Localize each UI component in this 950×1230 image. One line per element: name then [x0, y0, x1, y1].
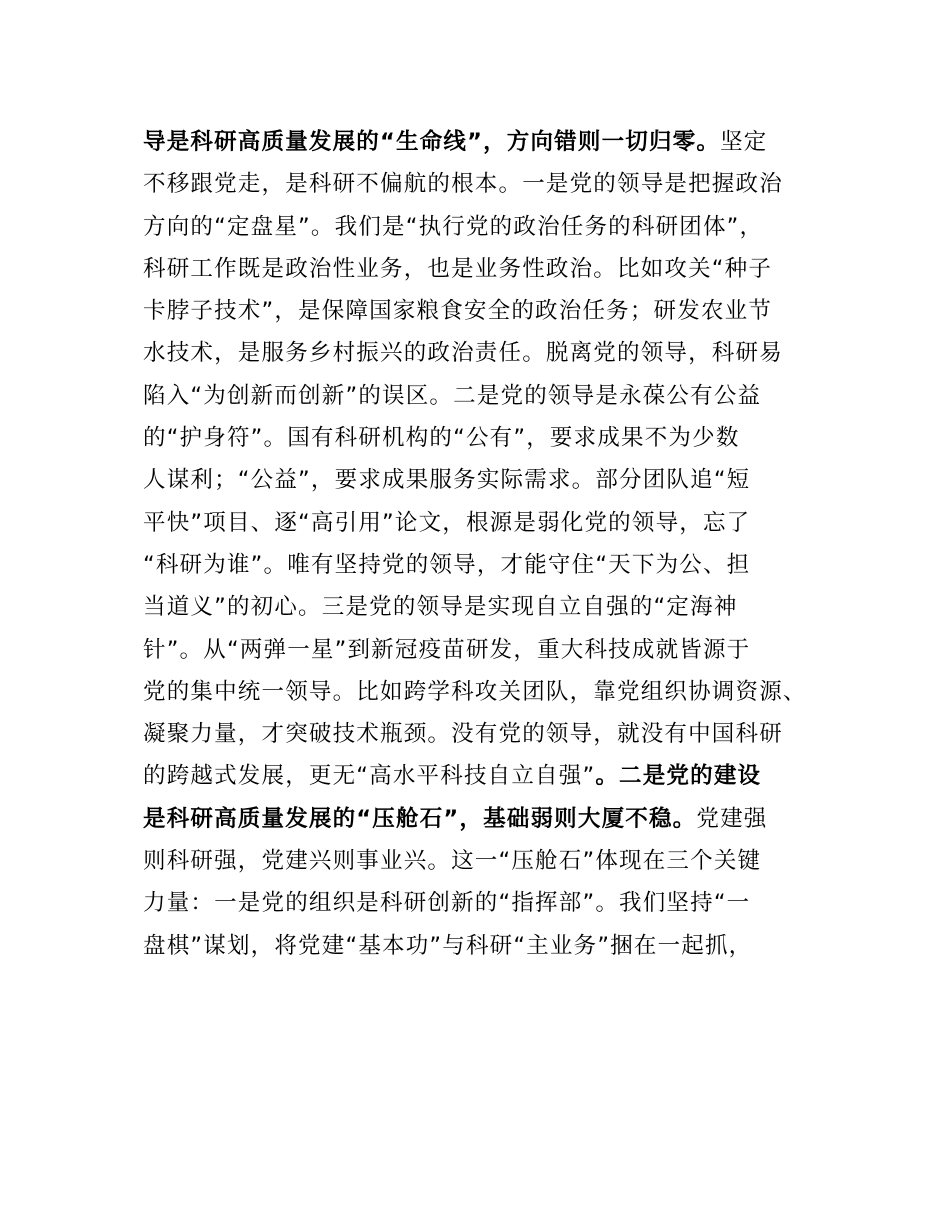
- line-text: 方向的“定盘星”。我们是“执行党的政治任务的科研团体”，: [143, 213, 764, 240]
- text-line-2: [143, 163, 833, 205]
- text-line-19: [143, 882, 833, 924]
- text-line-7: [143, 375, 833, 417]
- line-text: 水技术，是服务乡村振兴的政治责任。脱离党的领导，科研易: [143, 340, 783, 367]
- line-text: 则科研强，党建兴则事业兴。这一“压舱石”体现在三个关键: [143, 848, 762, 875]
- text-line-15: [143, 713, 833, 755]
- bold-phrase: 导是科研高质量发展的“生命线”，方向错则一切归零。: [143, 129, 721, 155]
- line-text: 人谋利；“公益”，要求成果服务实际需求。部分团队追“短: [143, 467, 751, 494]
- bold-phrase: 是科研高质量发展的“压舱石”，基础弱则大厦不稳。: [143, 805, 697, 832]
- line-text: 党建强: [696, 805, 768, 832]
- text-line-18: [143, 840, 833, 882]
- text-line-14: [143, 671, 833, 713]
- text-line-16: [143, 755, 833, 797]
- line-text: 不移跟党走，是科研不偏航的根本。一是党的领导是把握政治: [143, 171, 783, 198]
- text-line-9: [143, 459, 833, 501]
- text-line-3: [143, 206, 833, 248]
- text-line-17: [143, 798, 833, 840]
- line-text: 科研工作既是政治性业务，也是业务性政治。比如攻关“种子: [143, 255, 773, 282]
- line-text: 盘棋”谋划，将党建“基本功”与科研“主业务”捆在一起抓，: [143, 932, 753, 959]
- text-line-5: [143, 290, 833, 332]
- line-text: 的“护身符”。国有科研机构的“公有”，要求成果不为少数: [143, 425, 740, 452]
- text-line-12: [143, 586, 833, 628]
- line-text: 平快”项目、逐“高引用”论文，根源是弱化党的领导，忘了: [143, 509, 751, 536]
- text-line-4: [143, 248, 833, 290]
- line-text: 针”。从“两弹一星”到新冠疫苗研发，重大科技成就皆源于: [143, 636, 751, 663]
- line-text: 坚定: [720, 129, 768, 155]
- line-text: 卡脖子技术”，是保障国家粮食安全的政治任务；研发农业节: [143, 298, 773, 325]
- line-text: “科研为谁”。唯有坚持党的领导，才能守住“天下为公、担: [143, 551, 751, 578]
- line-text: 力量：一是党的组织是科研创新的“指挥部”。我们坚持“一: [143, 890, 751, 917]
- line-text: 的跨越式发展，更无“高水平科技自立自强”: [143, 763, 596, 790]
- line-text: 陷入“为创新而创新”的误区。二是党的领导是永葆公有公益: [143, 382, 762, 409]
- text-line-20: [143, 925, 833, 967]
- line-text: 党的集中统一领导。比如跨学科攻关团队，靠党组织协调资源、: [143, 678, 807, 705]
- line-text: 当道义”的初心。三是党的领导是实现自立自强的“定海神: [143, 594, 738, 621]
- text-line-8: [143, 417, 833, 459]
- text-line-1: [143, 121, 833, 163]
- document-body: [143, 121, 833, 967]
- bold-phrase: 。二是党的建设: [595, 763, 762, 790]
- text-line-10: [143, 502, 833, 544]
- line-text: 凝聚力量，才突破技术瓶颈。没有党的领导，就没有中国科研: [143, 721, 783, 748]
- text-line-13: [143, 629, 833, 671]
- text-line-11: [143, 544, 833, 586]
- text-line-6: [143, 332, 833, 374]
